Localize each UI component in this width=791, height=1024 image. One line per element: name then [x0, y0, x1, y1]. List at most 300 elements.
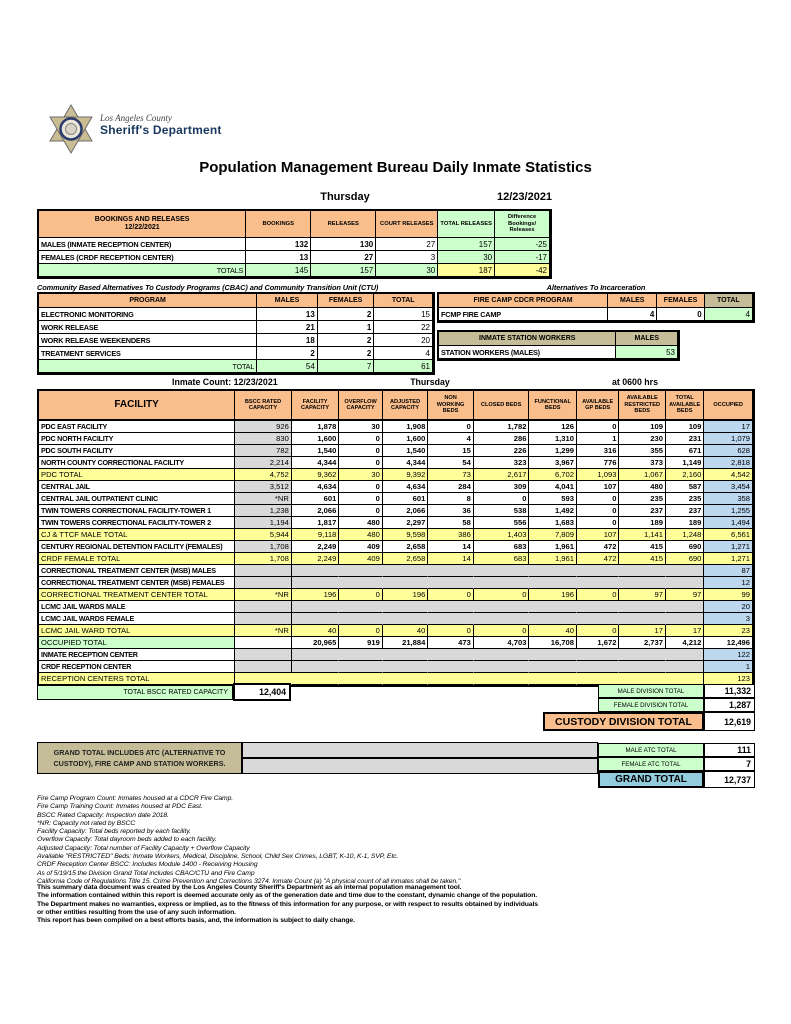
cell-bscc: 1,708 [235, 541, 292, 553]
cell: 27 [376, 238, 438, 251]
cell: 2,297 [383, 517, 429, 529]
cell: 3 [376, 251, 438, 264]
fire-camp-row [439, 308, 753, 321]
cell-occupied: 628 [704, 445, 753, 457]
cell: 0 [428, 625, 474, 637]
cell-occupied: 23 [704, 625, 753, 637]
cell [529, 613, 577, 625]
cell: 1,248 [666, 529, 704, 541]
facility-column-header: CLOSED BEDS [474, 391, 530, 421]
facility-row [39, 589, 753, 601]
facility-name: LCMC JAIL WARDS MALE [39, 601, 235, 613]
cell: 130 [311, 238, 376, 251]
cell: 9,598 [383, 529, 429, 541]
cell: 2,658 [383, 553, 429, 565]
facility-time: at 0600 hrs [612, 377, 658, 387]
cell [666, 601, 704, 613]
cell [339, 673, 382, 685]
bookings-row [39, 251, 550, 264]
facility-row [39, 433, 753, 445]
cell-occupied: 123 [704, 673, 753, 685]
cell [577, 649, 619, 661]
facility-name: CORRECTIONAL TREATMENT CENTER TOTAL [39, 589, 235, 601]
facility-name: LCMC JAIL WARDS FEMALE [39, 613, 235, 625]
facility-name: LCMC JAIL WARD TOTAL [39, 625, 235, 637]
cell [474, 661, 530, 673]
cell: 2 [318, 347, 375, 360]
cell [577, 601, 619, 613]
male-division-label: MALE DIVISION TOTAL [598, 684, 704, 698]
bookings-header-row [39, 211, 550, 238]
footnote-line: Fire Camp Training Count: Inmates housed at PDC East. [37, 803, 203, 811]
grand-total-note [37, 742, 242, 774]
cell [339, 661, 382, 673]
cell: 683 [474, 553, 530, 565]
cell-bscc: 4,752 [235, 469, 292, 481]
cell: 1,310 [529, 433, 577, 445]
cell: 1,492 [529, 505, 577, 517]
cell-bscc [235, 601, 292, 613]
cell [529, 661, 577, 673]
cell: 30 [376, 264, 438, 277]
cell: 0 [474, 589, 530, 601]
facility-column-header: OCCUPIED [704, 391, 753, 421]
cell-occupied: 2,818 [704, 457, 753, 469]
facility-column-header: NON WORKING BEDS [428, 391, 474, 421]
cell [292, 613, 340, 625]
bookings-row-label: MALES (INMATE RECEPTION CENTER) [39, 238, 246, 251]
cell [529, 601, 577, 613]
cell [529, 649, 577, 661]
grand-total-note-line2: CUSTODY), FIRE CAMP AND STATION WORKERS. [53, 759, 226, 768]
cell: 20 [374, 334, 433, 347]
cbac-header-row [39, 294, 433, 308]
cell [619, 613, 666, 625]
cell: 97 [666, 589, 704, 601]
cell [383, 613, 429, 625]
atc-female-spacer [242, 758, 598, 774]
cell: 0 [339, 493, 382, 505]
female-division-label: FEMALE DIVISION TOTAL [598, 698, 704, 712]
cell [383, 565, 429, 577]
disclaimer-line: The Department makes no warranties, express or implied, as to the fitness of this information for any purpose, or with respect to results obtained by individuals [37, 900, 538, 908]
cell: 189 [619, 517, 666, 529]
cell: 0 [339, 625, 382, 637]
cell: 9,392 [383, 469, 429, 481]
cell: 0 [577, 589, 619, 601]
cell: 2,066 [292, 505, 340, 517]
facility-row [39, 481, 753, 493]
facility-column-header: BSCC RATED CAPACITY [235, 391, 292, 421]
cell-bscc [235, 661, 292, 673]
cell: 30 [339, 469, 382, 481]
cell: 286 [474, 433, 530, 445]
cell: 126 [529, 421, 577, 433]
cell: 231 [666, 433, 704, 445]
cell: 58 [428, 517, 474, 529]
cell: 1,961 [529, 553, 577, 565]
cell: 284 [428, 481, 474, 493]
station-workers-row-label: STATION WORKERS (MALES) [439, 346, 616, 359]
cell: 4 [428, 433, 474, 445]
cell: 97 [619, 589, 666, 601]
cell [619, 661, 666, 673]
station-workers-header-row [439, 332, 678, 346]
cell: 54 [257, 360, 318, 373]
bookings-title-date: 12/22/2021 [124, 224, 160, 231]
cell: 0 [339, 433, 382, 445]
cell: 1,141 [619, 529, 666, 541]
cell: 40 [292, 625, 340, 637]
cell: 54 [428, 457, 474, 469]
facility-row [39, 601, 753, 613]
cell: 601 [292, 493, 340, 505]
cell: 14 [428, 553, 474, 565]
cell: 690 [666, 541, 704, 553]
cell: 601 [383, 493, 429, 505]
cell [383, 649, 429, 661]
cell: 2,160 [666, 469, 704, 481]
cell-occupied: 122 [704, 649, 753, 661]
cell-occupied: 4,542 [704, 469, 753, 481]
footnote-line: Overflow Capacity: Total dayroom beds added to each facility. [37, 836, 217, 844]
facility-name: CRDF RECEPTION CENTER [39, 661, 235, 673]
disclaimer-line: This summary data document was created by the Los Angeles County Sheriff's Department as an internal population management tool. [37, 884, 462, 891]
facility-table [37, 389, 755, 687]
cell [529, 673, 577, 685]
cell: 556 [474, 517, 530, 529]
cell: 409 [339, 553, 382, 565]
cell [428, 649, 474, 661]
station-workers-row [439, 346, 678, 359]
cell: 0 [339, 445, 382, 457]
cell: 472 [577, 553, 619, 565]
cell-bscc [235, 649, 292, 661]
facility-name: RECEPTION CENTERS TOTAL [39, 673, 235, 685]
cell: 473 [428, 637, 474, 649]
facility-row [39, 553, 753, 565]
cbac-row-label: TREATMENT SERVICES [39, 347, 257, 360]
cell: 145 [246, 264, 311, 277]
cbac-row [39, 360, 433, 373]
cell: 415 [619, 541, 666, 553]
facility-name: TWIN TOWERS CORRECTIONAL FACILITY-TOWER 1 [39, 505, 235, 517]
facility-column-header: AVAILABLE GP BEDS [577, 391, 619, 421]
cell [577, 565, 619, 577]
cell: 40 [383, 625, 429, 637]
cell: 27 [311, 251, 376, 264]
cell: 1,540 [292, 445, 340, 457]
agency-name [100, 113, 222, 137]
bookings-weekday: Thursday [320, 191, 370, 203]
facility-row [39, 649, 753, 661]
disclaimer [37, 884, 597, 925]
footnote-line: BSCC Rated Capacity: Inspection date 2018. [37, 811, 169, 819]
facility-column-header: ADJUSTED CAPACITY [383, 391, 429, 421]
cell: 1,600 [383, 433, 429, 445]
facility-name: NORTH COUNTY CORRECTIONAL FACILITY [39, 457, 235, 469]
cell: 1,961 [529, 541, 577, 553]
cell: 0 [474, 625, 530, 637]
cell: 196 [383, 589, 429, 601]
facility-row [39, 637, 753, 649]
cell [292, 673, 340, 685]
cell: 4,344 [292, 457, 340, 469]
cell: 157 [311, 264, 376, 277]
col-total: TOTAL [374, 294, 433, 308]
col-court-releases: COURT RELEASES [376, 211, 438, 238]
cell-occupied: 1,271 [704, 541, 753, 553]
cell: 36 [428, 505, 474, 517]
grand-total-label: GRAND TOTAL [598, 771, 704, 788]
cell: 0 [339, 505, 382, 517]
cell: 1,299 [529, 445, 577, 457]
cell: 9,362 [292, 469, 340, 481]
cell: 17 [619, 625, 666, 637]
cell [474, 601, 530, 613]
fire-camp-header: FIRE CAMP CDCR PROGRAM [439, 294, 608, 308]
facility-name: CORRECTIONAL TREATMENT CENTER (MSB) FEMALES [39, 577, 235, 589]
cell-occupied: 1,255 [704, 505, 753, 517]
cell: 0 [577, 625, 619, 637]
facility-row [39, 565, 753, 577]
facility-name: PDC EAST FACILITY [39, 421, 235, 433]
cell: 0 [428, 421, 474, 433]
col-total: TOTAL [705, 294, 753, 308]
cell: 40 [529, 625, 577, 637]
footnote-line: CRDF Reception Center BSCC: Includes Module 1400 - Receiving Housing [37, 861, 258, 869]
cell [577, 577, 619, 589]
cbac-row-label: TOTAL [39, 360, 257, 373]
facility-column-header: FACILITY CAPACITY [292, 391, 340, 421]
cell: 316 [577, 445, 619, 457]
female-division-value: 1,287 [704, 698, 755, 712]
facility-row [39, 529, 753, 541]
custody-division-label: CUSTODY DIVISION TOTAL [543, 712, 704, 731]
cell: 196 [529, 589, 577, 601]
cell: 7,809 [529, 529, 577, 541]
cell [428, 613, 474, 625]
cell [339, 565, 382, 577]
cell: 386 [428, 529, 474, 541]
col-females: FEMALES [657, 294, 704, 308]
cell-bscc: *NR [235, 625, 292, 637]
cell: 4,041 [529, 481, 577, 493]
cell: 196 [292, 589, 340, 601]
cell-occupied: 17 [704, 421, 753, 433]
footnote-line: As of 5/19/15 the Division Grand Total includes CBAC/CTU and Fire Camp [37, 869, 255, 877]
cbac-title: Community Based Alternatives To Custody Programs (CBAC) and Community Transition Unit (CTU) [37, 283, 379, 292]
facility-name: PDC SOUTH FACILITY [39, 445, 235, 457]
cell-occupied: 1,271 [704, 553, 753, 565]
cell: 587 [666, 481, 704, 493]
cell: 3,967 [529, 457, 577, 469]
bscc-total-value: 12,404 [233, 683, 291, 701]
bscc-total-label: TOTAL BSCC RATED CAPACITY [37, 685, 233, 700]
cell [383, 601, 429, 613]
bookings-row-label: TOTALS [39, 264, 246, 277]
cell: 235 [619, 493, 666, 505]
facility-weekday: Thursday [410, 377, 450, 387]
cell [474, 613, 530, 625]
cell: 4,634 [292, 481, 340, 493]
cell [619, 649, 666, 661]
cell: 6,702 [529, 469, 577, 481]
cell [474, 673, 530, 685]
cell-bscc: 1,194 [235, 517, 292, 529]
cell-bscc: 1,238 [235, 505, 292, 517]
cell: 671 [666, 445, 704, 457]
cell: 2 [257, 347, 318, 360]
fire-camp-header-row [439, 294, 753, 308]
facility-name: PDC TOTAL [39, 469, 235, 481]
cell-occupied: 358 [704, 493, 753, 505]
cell: 0 [339, 589, 382, 601]
cell: 73 [428, 469, 474, 481]
facility-column-header: OVERFLOW CAPACITY [339, 391, 382, 421]
footnote-line: Facility Capacity: Total beds reported by each facility. [37, 828, 191, 836]
cell-occupied: 1,494 [704, 517, 753, 529]
cell: 0 [577, 517, 619, 529]
cell: 1,683 [529, 517, 577, 529]
cbac-row [39, 334, 433, 347]
cell-occupied: 3,454 [704, 481, 753, 493]
cell: 480 [619, 481, 666, 493]
facility-row [39, 421, 753, 433]
fire-camp-row-label: FCMP FIRE CAMP [439, 308, 608, 321]
cell: 1,672 [577, 637, 619, 649]
cell: -25 [495, 238, 550, 251]
cell: 30 [438, 251, 495, 264]
cell: 593 [529, 493, 577, 505]
cell-bscc: 1,708 [235, 553, 292, 565]
cell: 4,212 [666, 637, 704, 649]
cell-bscc [235, 565, 292, 577]
cell-occupied: 12,496 [704, 637, 753, 649]
cell: 0 [474, 493, 530, 505]
cell: 235 [666, 493, 704, 505]
cell: 919 [339, 637, 382, 649]
cell [666, 661, 704, 673]
custody-division-value: 12,619 [704, 712, 755, 731]
col-males: MALES [608, 294, 657, 308]
cell: 1 [318, 321, 375, 334]
cell-occupied: 6,561 [704, 529, 753, 541]
col-males: MALES [616, 332, 678, 346]
cell-bscc: 782 [235, 445, 292, 457]
cell: -42 [495, 264, 550, 277]
cell [428, 673, 474, 685]
cell [577, 661, 619, 673]
cell: 776 [577, 457, 619, 469]
cell [474, 577, 530, 589]
cell: 13 [257, 308, 318, 321]
cell: 1,908 [383, 421, 429, 433]
fire-camp-table [437, 292, 755, 323]
cell [529, 565, 577, 577]
agency-logo [48, 104, 94, 159]
alternatives-title: Alternatives To Incarceration [546, 283, 646, 292]
cell-bscc: 3,512 [235, 481, 292, 493]
cell: 20,965 [292, 637, 340, 649]
bookings-title: BOOKINGS AND RELEASES [94, 215, 190, 223]
cell-bscc: 830 [235, 433, 292, 445]
col-bookings: BOOKINGS [246, 211, 311, 238]
facility-row [39, 577, 753, 589]
cbac-row-label: WORK RELEASE [39, 321, 257, 334]
cell [428, 565, 474, 577]
cell-bscc [235, 613, 292, 625]
cell: 355 [619, 445, 666, 457]
cell: 17 [666, 625, 704, 637]
cell-occupied: 20 [704, 601, 753, 613]
cell [619, 577, 666, 589]
cell [292, 601, 340, 613]
cell: 4 [705, 308, 753, 321]
cell: 538 [474, 505, 530, 517]
cell: 2,737 [619, 637, 666, 649]
cell: 132 [246, 238, 311, 251]
cell: -17 [495, 251, 550, 264]
cell: 0 [577, 493, 619, 505]
cell-occupied: 1,079 [704, 433, 753, 445]
facility-row [39, 541, 753, 553]
col-females: FEMALES [318, 294, 375, 308]
footnote-line: Adjusted Capacity: Total number of Facility Capacity + Overflow Capacity [37, 844, 250, 852]
cell-bscc [235, 577, 292, 589]
cell: 230 [619, 433, 666, 445]
cell-bscc: *NR [235, 493, 292, 505]
cell: 480 [339, 529, 382, 541]
facility-row [39, 493, 753, 505]
footnote-line: Fire Camp Program Count: Inmates housed at a CDCR Fire Camp. [37, 795, 234, 802]
cell: 4 [608, 308, 657, 321]
cell: 15 [428, 445, 474, 457]
cell: 309 [474, 481, 530, 493]
cell-occupied: 3 [704, 613, 753, 625]
col-releases: RELEASES [311, 211, 376, 238]
cell: 2,249 [292, 541, 340, 553]
cell [292, 577, 340, 589]
bookings-releases-table [37, 209, 552, 279]
cell [619, 601, 666, 613]
cell: 13 [246, 251, 311, 264]
cell: 1,782 [474, 421, 530, 433]
bookings-row [39, 238, 550, 251]
cell [383, 577, 429, 589]
bookings-title-cell [39, 211, 246, 238]
cell [383, 661, 429, 673]
cell-occupied: 99 [704, 589, 753, 601]
facility-name: TWIN TOWERS CORRECTIONAL FACILITY-TOWER 2 [39, 517, 235, 529]
cbac-row [39, 308, 433, 321]
col-facility: FACILITY [39, 391, 235, 421]
cell: 21,884 [383, 637, 429, 649]
cell: 4 [374, 347, 433, 360]
cell [666, 613, 704, 625]
cbac-row [39, 347, 433, 360]
cell: 1,817 [292, 517, 340, 529]
cell [292, 565, 340, 577]
cell-occupied: 12 [704, 577, 753, 589]
cell [292, 649, 340, 661]
cbac-table [37, 292, 435, 375]
cell: 1,149 [666, 457, 704, 469]
bookings-row [39, 264, 550, 277]
cell [619, 565, 666, 577]
cell: 7 [318, 360, 375, 373]
cell: 14 [428, 541, 474, 553]
